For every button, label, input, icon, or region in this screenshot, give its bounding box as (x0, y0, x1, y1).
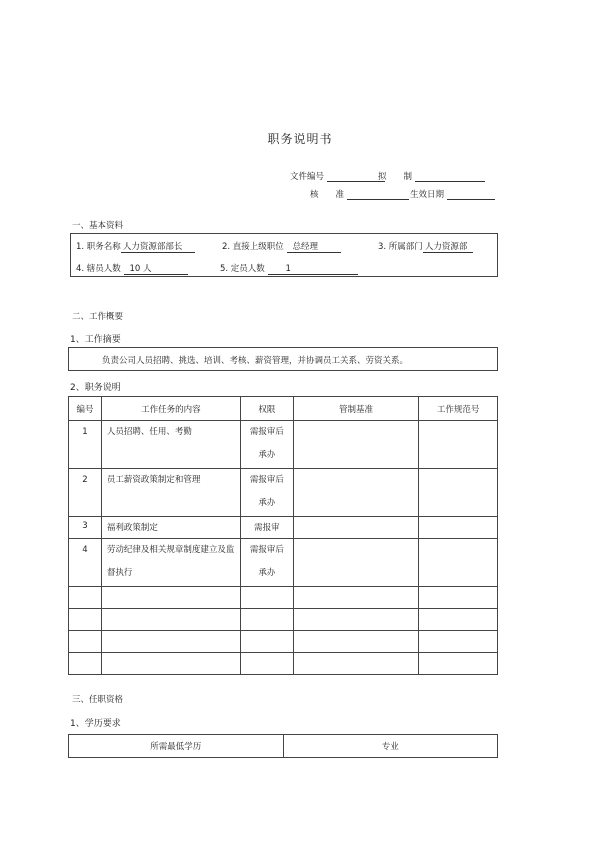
summary-box (68, 347, 498, 371)
empty-cell[interactable] (293, 609, 418, 631)
row-control[interactable] (293, 421, 418, 469)
empty-cell[interactable] (101, 631, 240, 653)
empty-cell[interactable] (69, 587, 102, 609)
quota-field (220, 262, 358, 275)
superior-value[interactable]: 总经理 (287, 240, 341, 253)
empty-cell[interactable] (69, 631, 102, 653)
superior-label: 2. 直接上级职位 (222, 242, 284, 252)
duties-heading: 2、职务说明 (70, 383, 121, 393)
empty-cell[interactable] (419, 653, 498, 675)
row-task (101, 469, 240, 517)
row-auth (240, 421, 293, 469)
empty-cell[interactable] (419, 609, 498, 631)
row-num: 2 (69, 469, 102, 517)
table-row-empty (69, 587, 498, 609)
section-basic-heading: 一、基本资料 (72, 221, 124, 231)
dept-field (378, 240, 473, 253)
table-row (69, 517, 498, 539)
row-spec[interactable] (419, 539, 498, 587)
empty-cell[interactable] (293, 587, 418, 609)
staff-value[interactable]: 10 人 (124, 262, 188, 275)
table-row (69, 539, 498, 587)
file-no-row (290, 170, 385, 182)
quota-value[interactable]: 1 (268, 264, 358, 275)
drafted-field[interactable] (415, 171, 485, 182)
empty-cell[interactable] (101, 609, 240, 631)
approve-row (310, 188, 409, 200)
page-title: 职务说明书 (267, 132, 333, 146)
empty-cell[interactable] (419, 631, 498, 653)
file-no-label: 文件编号 (290, 172, 325, 182)
approve-label: 核 准 (310, 190, 345, 200)
education-table (68, 734, 498, 758)
quota-label: 5. 定员人数 (220, 264, 265, 274)
section-qualification-heading: 三、任职资格 (72, 695, 124, 705)
row-spec[interactable] (419, 421, 498, 469)
empty-cell[interactable] (419, 587, 498, 609)
row-task (101, 539, 240, 587)
file-no-field[interactable] (327, 171, 385, 182)
row-num: 3 (69, 517, 102, 539)
row-task-text: 劳动纪律及相关规章制度建立及监督执行 (106, 545, 235, 578)
position-field (76, 240, 195, 253)
table-row-empty (69, 631, 498, 653)
edu-col-degree: 所需最低学历 (69, 735, 284, 758)
staff-field (76, 262, 188, 275)
empty-cell[interactable] (240, 609, 293, 631)
superior-field (222, 240, 341, 253)
col-header-spec: 工作规范号 (419, 397, 498, 421)
duties-table (68, 396, 498, 675)
dept-label: 3. 所属部门 (378, 242, 423, 252)
summary-heading: 1、工作摘要 (70, 335, 121, 345)
empty-cell[interactable] (240, 631, 293, 653)
empty-cell[interactable] (293, 653, 418, 675)
empty-cell[interactable] (69, 653, 102, 675)
col-header-control: 管制基准 (293, 397, 418, 421)
row-spec[interactable] (419, 517, 498, 539)
row-control[interactable] (293, 517, 418, 539)
col-header-task: 工作任务的内容 (101, 397, 240, 421)
empty-cell[interactable] (69, 609, 102, 631)
duties-header-row (69, 397, 498, 421)
table-row-empty (69, 609, 498, 631)
row-task (101, 421, 240, 469)
drafted-label: 拟 制 (378, 172, 413, 182)
empty-cell[interactable] (101, 653, 240, 675)
row-task: 福利政策制定 (101, 517, 240, 539)
edu-header-row (69, 735, 498, 758)
approve-field[interactable] (347, 189, 409, 200)
row-num: 4 (69, 539, 102, 587)
effective-row (410, 188, 495, 200)
effective-field[interactable] (447, 189, 495, 200)
col-header-num: 编号 (69, 397, 102, 421)
table-row (69, 469, 498, 517)
row-auth (240, 469, 293, 517)
empty-cell[interactable] (240, 587, 293, 609)
row-spec[interactable] (419, 469, 498, 517)
row-auth: 需报审 (240, 517, 293, 539)
empty-cell[interactable] (101, 587, 240, 609)
staff-label: 4. 辖员人数 (76, 264, 121, 274)
empty-cell[interactable] (240, 653, 293, 675)
edu-col-major: 专业 (283, 735, 498, 758)
row-control[interactable] (293, 469, 418, 517)
row-control[interactable] (293, 539, 418, 587)
col-header-auth: 权限 (240, 397, 293, 421)
empty-cell[interactable] (293, 631, 418, 653)
effective-label: 生效日期 (410, 190, 445, 200)
row-auth-text: 需报审后承办 (249, 475, 284, 508)
section-overview-heading: 二、工作概要 (72, 312, 124, 322)
position-value[interactable]: 人力资源部部长 (121, 240, 195, 253)
table-row (69, 421, 498, 469)
row-task-text: 人员招聘、任用、考勤 (106, 427, 192, 437)
dept-value[interactable]: 人力资源部 (423, 240, 473, 253)
row-auth (240, 539, 293, 587)
row-num: 1 (69, 421, 102, 469)
edu-heading: 1、学历要求 (70, 719, 121, 729)
row-auth-text: 需报审后承办 (249, 427, 284, 460)
position-label: 1. 职务名称 (76, 242, 121, 252)
summary-text: 负责公司人员招聘、挑选、培训、考核、薪资管理，并协调员工关系、劳资关系。 (102, 356, 409, 366)
table-row-empty (69, 653, 498, 675)
row-task-text: 员工薪资政策制定和管理 (106, 475, 201, 485)
row-auth-text: 需报审后承办 (249, 545, 284, 578)
drafted-row (378, 170, 485, 182)
